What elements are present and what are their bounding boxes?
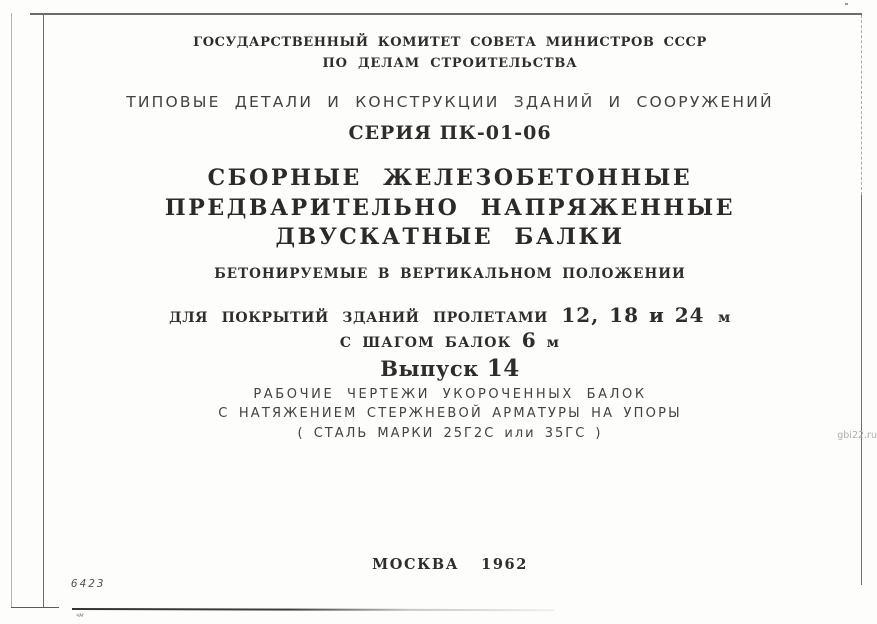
description-line-2: С НАТЯЖЕНИЕМ СТЕРЖНЕВОЙ АРМАТУРЫ НА УПОРЫ (218, 406, 682, 421)
frame-left-outer-rule (11, 13, 12, 608)
handwritten-foot-mark: чм (76, 612, 84, 619)
application-line-2 (44, 328, 856, 352)
frame-right-solid-rule (861, 195, 862, 585)
series-code: СЕРИЯ ПК-01-06 (348, 122, 552, 144)
frame-left-foot-rule (11, 607, 59, 608)
application-line-1-text: ДЛЯ ПОКРЫТИЙ ЗДАНИЙ ПРОЛЕТАМИ (169, 310, 548, 326)
application-line-2-unit: м (546, 335, 561, 351)
description-line-3: ( СТАЛЬ МАРКИ 25Г2С или 35ГС ) (297, 426, 603, 441)
authority-line-2: ПО ДЕЛАМ СТРОИТЕЛЬСТВА (322, 56, 578, 71)
collection-title: ТИПОВЫЕ ДЕТАЛИ И КОНСТРУКЦИИ ЗДАНИЙ И СООРУЖЕНИЙ (126, 93, 774, 111)
main-title-line-3: ДВУСКАТНЫЕ БАЛКИ (275, 224, 625, 250)
description-line-1: РАБОЧИЕ ЧЕРТЕЖИ УКОРОЧЕННЫХ БАЛОК (253, 387, 647, 402)
issue-label: Выпуск (380, 356, 479, 381)
issue-line (44, 355, 856, 382)
subtitle: БЕТОНИРУЕМЫЕ В ВЕРТИКАЛЬНОМ ПОЛОЖЕНИИ (214, 266, 686, 282)
frame-right-dashed-rule (861, 15, 862, 195)
application-beam-step-value: 6 (521, 328, 537, 352)
application-line-1 (44, 303, 856, 327)
application-line-2-text: С ШАГОМ БАЛОК (339, 335, 512, 351)
frame-top-rule (30, 13, 862, 15)
site-watermark: gbi22.ru (837, 430, 877, 441)
main-title-line-1: СБОРНЫЕ ЖЕЛЕЗОБЕТОННЫЕ (207, 165, 693, 191)
imprint-city: МОСКВА (372, 556, 460, 573)
main-title-line-2: ПРЕДВАРИТЕЛЬНО НАПРЯЖЕННЫЕ (164, 195, 736, 221)
handwritten-inventory-number: 6423 (71, 577, 106, 590)
authority-line-1: ГОСУДАРСТВЕННЫЙ КОМИТЕТ СОВЕТА МИНИСТРОВ СССР (193, 35, 707, 50)
application-line-1-unit: м (718, 310, 731, 326)
application-span-values: 12, 18 и 24 (561, 303, 705, 327)
scan-artifact-speck (845, 3, 848, 5)
imprint-year: 1962 (481, 556, 528, 573)
issue-number: 14 (486, 355, 520, 382)
footer-horizontal-rule (72, 608, 554, 611)
imprint-line (44, 556, 856, 573)
